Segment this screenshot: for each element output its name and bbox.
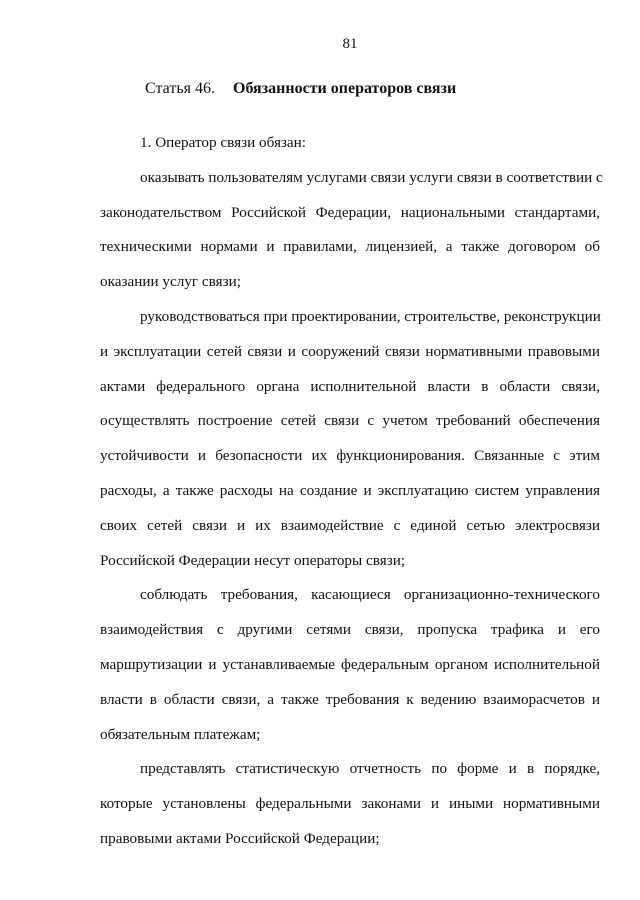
text-line: представлять статистическую отчетность по форме и в порядке, — [140, 760, 600, 778]
article-title: Обязанности операторов связи — [233, 80, 457, 97]
article-number: Статья 46. — [145, 80, 215, 97]
text-line: актами федерального органа исполнительной власти в области связи, — [100, 377, 600, 395]
text-line: оказывать пользователям услугами связи услуги связи в соответствии с — [140, 168, 603, 186]
text-line: обязательным платежам; — [100, 725, 261, 743]
text-line: которые установлены федеральными законами и иными нормативными — [100, 795, 600, 813]
text-line: своих сетей связи и их взаимодействие с единой сетью электросвязи — [100, 516, 600, 534]
text-line: устойчивости и безопасности их функционирования. Связанные с этим — [100, 447, 600, 465]
text-line: взаимодействия с другими сетями связи, пропуска трафика и его — [100, 621, 600, 639]
article-body — [100, 126, 603, 857]
text-line: руководствоваться при проектировании, строительстве, реконструкции — [140, 307, 601, 325]
text-line: 1. Оператор связи обязан: — [140, 134, 307, 151]
text-line: правовыми актами Российской Федерации; — [100, 829, 380, 847]
text-line: соблюдать требования, касающиеся организационно-технического — [140, 586, 600, 604]
text-line: техническими нормами и правилами, лицензией, а также договором об — [100, 238, 600, 256]
page-number: 81 — [342, 36, 358, 52]
text-line: и эксплуатации сетей связи и сооружений связи нормативными правовыми — [100, 342, 600, 360]
text-line: маршрутизации и устанавливаемые федеральным органом исполнительной — [100, 655, 600, 673]
text-line: оказании услуг связи; — [100, 273, 241, 291]
text-line: законодательством Российской Федерации, национальными стандартами, — [100, 203, 600, 221]
text-line: расходы, а также расходы на создание и эксплуатацию систем управления — [100, 481, 600, 499]
text-line: Российской Федерации несут операторы связи; — [100, 551, 406, 569]
text-line: осуществлять построение сетей связи с учетом требований обеспечения — [100, 412, 600, 430]
text-line: власти в области связи, а также требования к ведению взаиморасчетов и — [100, 690, 600, 708]
article-heading — [145, 80, 456, 98]
